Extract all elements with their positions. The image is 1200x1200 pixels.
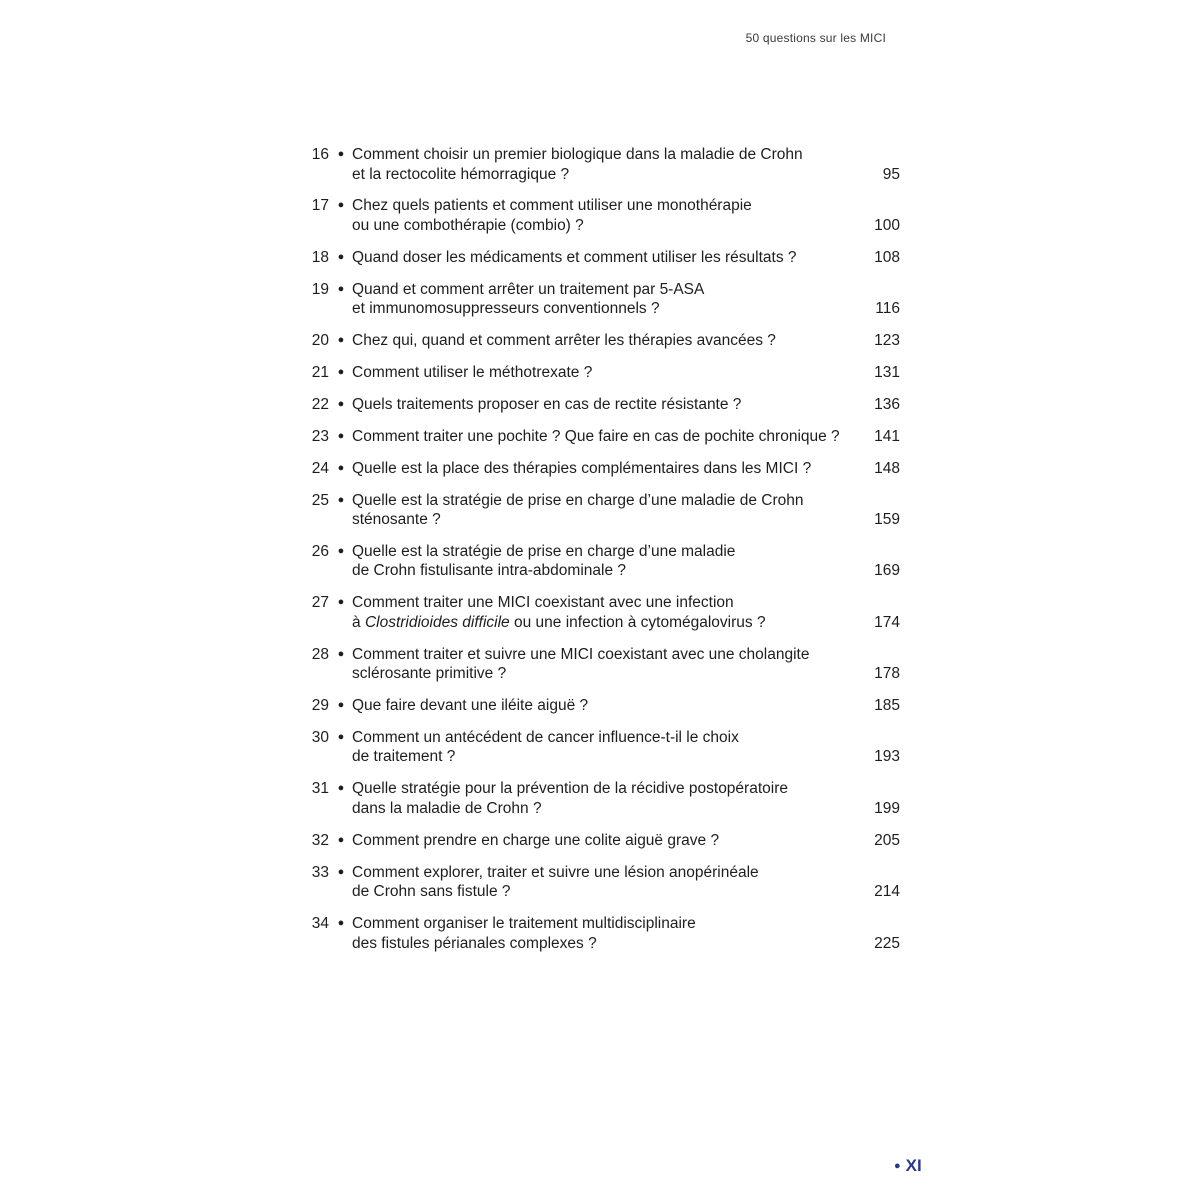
toc-entry-17[interactable] xyxy=(300,196,902,235)
question-number: 22 xyxy=(311,395,329,413)
toc-entry-28[interactable] xyxy=(300,645,902,684)
running-head: 50 questions sur les MICI xyxy=(745,31,886,45)
question-number: 32 xyxy=(311,831,329,849)
toc-entry-27[interactable] xyxy=(300,593,902,632)
bullet-icon: ● xyxy=(337,782,345,795)
bullet-icon: ● xyxy=(337,917,345,930)
line2-suffix: ou une infection à cytomégalovirus ? xyxy=(509,613,766,631)
bullet-icon: ● xyxy=(337,865,345,878)
page-number: 116 xyxy=(875,300,900,318)
question-title: Comment utiliser le méthotrexate ? xyxy=(352,363,593,381)
toc-entry-22[interactable] xyxy=(300,395,902,415)
toc-entry-32[interactable] xyxy=(300,831,902,851)
page-number: 108 xyxy=(874,248,900,266)
toc-entry-16[interactable] xyxy=(300,145,902,184)
bullet-icon: ● xyxy=(337,199,345,212)
page-number: 193 xyxy=(874,748,900,766)
bullet-icon: ● xyxy=(337,596,345,609)
toc-entry-26[interactable] xyxy=(300,542,902,581)
question-title: Comment traiter une pochite ? Que faire en cas de pochite chronique ? xyxy=(352,427,840,445)
folio-number: XI xyxy=(905,1156,922,1175)
toc-entry-18[interactable] xyxy=(300,248,902,268)
question-number: 29 xyxy=(311,697,329,715)
page-number: 159 xyxy=(874,511,900,529)
bullet-icon: ● xyxy=(337,461,345,474)
bullet-icon: ● xyxy=(337,397,345,410)
toc-entry-24[interactable] xyxy=(300,459,902,479)
question-number: 31 xyxy=(311,780,329,798)
question-title: Comment traiter et suivre une MICI coexistant avec une cholangite sclérosante primitive ? xyxy=(352,645,810,683)
question-number: 27 xyxy=(311,594,329,612)
page-number: 178 xyxy=(874,665,900,683)
toc-entry-25[interactable] xyxy=(300,491,902,530)
question-title: Comment organiser le traitement multidisciplinaire des fistules périanales complexes ? xyxy=(352,915,696,952)
question-number: 21 xyxy=(311,363,329,381)
question-title: Comment traiter une MICI coexistant avec une infection à Clostridioides difficile ou une infection à cytomégalovirus ? xyxy=(352,594,766,631)
line2-prefix: à xyxy=(352,613,365,631)
toc-entry-33[interactable] xyxy=(300,863,902,902)
question-title: Quelle est la stratégie de prise en charge d’une maladie de Crohn fistulisante intra-abdominale ? xyxy=(352,542,736,580)
question-title: Quand doser les médicaments et comment utiliser les résultats ? xyxy=(352,248,797,266)
question-number: 34 xyxy=(311,915,329,933)
bullet-icon: ● xyxy=(337,250,345,263)
page-number: 100 xyxy=(874,216,900,234)
question-number: 18 xyxy=(311,248,329,266)
bullet-icon: ● xyxy=(337,730,345,743)
question-title: Comment explorer, traiter et suivre une lésion anopérinéale de Crohn sans fistule ? xyxy=(352,863,759,901)
toc-entry-21[interactable] xyxy=(300,363,902,383)
question-title: Que faire devant une iléite aiguë ? xyxy=(352,697,589,715)
page-number: 185 xyxy=(874,697,900,715)
page-number: 199 xyxy=(874,799,900,817)
toc-entry-34[interactable] xyxy=(300,914,902,953)
bullet-icon: ● xyxy=(337,429,345,442)
pathogen-name: Clostridioides difficile xyxy=(364,613,510,631)
question-title: Chez quels patients et comment utiliser une monothérapie ou une combothérapie (combio) ? xyxy=(352,197,752,234)
toc-entry-20[interactable] xyxy=(300,331,902,351)
page-number: 136 xyxy=(874,395,900,413)
question-title: Comment prendre en charge une colite aiguë grave ? xyxy=(352,831,720,849)
page-number: 123 xyxy=(874,332,900,350)
question-number: 16 xyxy=(311,146,329,163)
bullet-icon: ● xyxy=(337,699,345,712)
question-number: 24 xyxy=(311,459,329,477)
question-title: Comment un antécédent de cancer influence-t-il le choix de traitement ? xyxy=(352,728,739,766)
toc-entry-31[interactable] xyxy=(300,779,902,818)
page-number: 205 xyxy=(874,831,900,849)
page-number: 174 xyxy=(874,613,900,631)
question-title: Comment choisir un premier biologique dans la maladie de Crohn et la rectocolite hémorragique ? xyxy=(352,146,803,183)
bullet-icon: ● xyxy=(337,334,345,347)
toc-entry-19[interactable] xyxy=(300,280,902,319)
question-number: 25 xyxy=(311,491,329,509)
question-title: Quels traitements proposer en cas de rectite résistante ? xyxy=(352,395,742,413)
question-title: Quelle stratégie pour la prévention de la récidive postopératoire dans la maladie de Crohn ? xyxy=(352,780,788,817)
question-number: 23 xyxy=(311,427,329,445)
question-number: 26 xyxy=(311,542,329,560)
toc-entry-29[interactable] xyxy=(300,696,902,716)
bullet-icon: ● xyxy=(337,282,345,295)
bullet-icon: ● xyxy=(337,365,345,378)
page-number: 169 xyxy=(874,562,900,580)
question-number: 28 xyxy=(311,645,329,663)
folio xyxy=(894,1156,922,1176)
page-number: 214 xyxy=(874,883,900,901)
bullet-icon: ● xyxy=(337,148,345,160)
page-number: 95 xyxy=(882,165,900,183)
bullet-icon: ● xyxy=(894,1160,901,1172)
toc-entry-30[interactable] xyxy=(300,728,902,767)
bullet-icon: ● xyxy=(337,647,345,660)
question-title: Quelle est la stratégie de prise en charge d’une maladie de Crohn sténosante ? xyxy=(352,491,804,529)
question-title: Quand et comment arrêter un traitement par 5-ASA et immunomosuppresseurs conventionnels ? xyxy=(352,280,705,318)
page-number: 148 xyxy=(874,459,900,477)
toc-entry-23[interactable] xyxy=(300,427,902,447)
page-number: 225 xyxy=(874,934,900,952)
page-number: 141 xyxy=(874,427,900,445)
page-number: 131 xyxy=(874,363,900,381)
question-number: 19 xyxy=(311,280,329,298)
question-number: 17 xyxy=(311,197,329,215)
question-number: 33 xyxy=(311,863,329,881)
bullet-icon: ● xyxy=(337,833,345,846)
question-title: Quelle est la place des thérapies complémentaires dans les MICI ? xyxy=(352,459,812,477)
table-of-contents xyxy=(300,145,902,965)
bullet-icon: ● xyxy=(337,493,345,506)
question-number: 30 xyxy=(311,728,329,746)
question-number: 20 xyxy=(311,332,329,350)
bullet-icon: ● xyxy=(337,544,345,557)
question-title: Chez qui, quand et comment arrêter les thérapies avancées ? xyxy=(352,332,776,350)
